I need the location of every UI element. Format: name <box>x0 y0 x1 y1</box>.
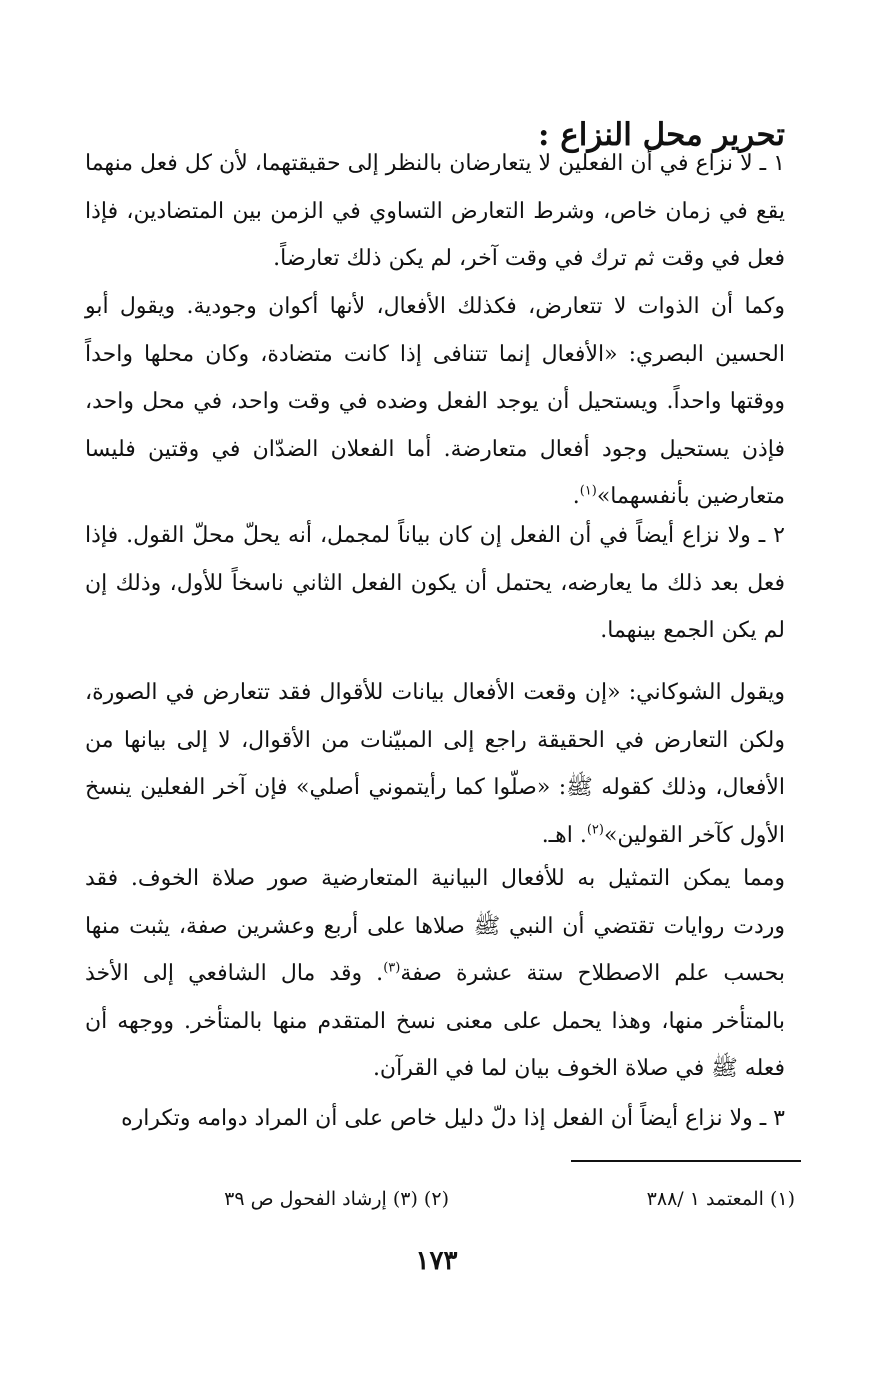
footnote-2: (٢) (٣) إرشاد الفحول ص ٣٩ <box>224 1188 449 1210</box>
footnote-separator <box>571 1160 801 1162</box>
paragraph-3 <box>85 512 785 655</box>
footnote-marker-2: (٢) <box>586 822 604 838</box>
paragraph-4-text: ويقول الشوكاني: «إن وقعت الأفعال بيانات للأقوال فقد تتعارض في الصورة، ولكن التعارض في الحقيقة راجع إلى المبيّنات من الأقوال، لا إلى بيانها من الأفعال، وذلك كقوله ﷺ: «صلّوا كما رأيتموني أصلي» فإن آخر الفعلين ينسخ الأول كآخر القولين» <box>85 680 785 848</box>
paragraph-4-tail: . اهـ. <box>541 822 587 848</box>
paragraph-6-text: ٣ ـ ولا نزاع أيضاً أن الفعل إذا دلّ دليل خاص على أن المراد دوامه وتكراره <box>121 1106 785 1131</box>
footnote-marker-3: (٣) <box>383 960 401 976</box>
paragraph-5 <box>85 855 785 1093</box>
paragraph-1 <box>85 140 785 283</box>
paragraph-2-tail: . <box>572 484 580 509</box>
footnote-1: (١) المعتمد ١ /٣٨٨ <box>646 1188 795 1210</box>
paragraph-4 <box>85 669 785 859</box>
paragraph-5-text: ومما يمكن التمثيل به للأفعال البيانية المتعارضية صور صلاة الخوف. فقد وردت روايات تقتضي أن النبي ﷺ صلاها على أربع وعشرين صفة، يثبت منها بحسب علم الاصطلاح ستة عشرة صفة <box>85 866 785 986</box>
paragraph-2 <box>85 283 785 521</box>
page-number: ١٧٣ <box>415 1246 458 1276</box>
footnote-marker-1: (١) <box>579 483 597 499</box>
section-heading: تحرير محل النزاع : <box>537 116 785 153</box>
paragraph-6 <box>85 1095 785 1143</box>
paragraph-1-text: ١ ـ لا نزاع في أن الفعلين لا يتعارضان بالنظر إلى حقيقتهما، لأن كل فعل منهما يقع في زمان خاص، وشرط التعارض التساوي في الزمن بين المتضادين، فإذا فعل في وقت ثم ترك في وقت آخر، لم يكن ذلك تعارضاً. <box>85 151 785 271</box>
paragraph-3-text: ٢ ـ ولا نزاع أيضاً في أن الفعل إن كان بياناً لمجمل، أنه يحلّ محلّ القول. فإذا فعل بعد ذلك ما يعارضه، يحتمل أن يكون الفعل الثاني ناسخاً للأول، وذلك إن لم يكن الجمع بينهما. <box>85 523 785 643</box>
paragraph-5-tail: . وقد مال الشافعي إلى الأخذ بالمتأخر منها، وهذا يحمل على معنى نسخ المتقدم منها بالمتأخر. ووجهه أن فعله ﷺ في صلاة الخوف بيان لما في القرآن. <box>85 961 785 1081</box>
paragraph-2-text: وكما أن الذوات لا تتعارض، فكذلك الأفعال، لأنها أكوان وجودية. ويقول أبو الحسين البصري: «الأفعال إنما تتنافى إذا كانت متضادة، وكان محلها واحداً ووقتها واحداً. ويستحيل أن يوجد الفعل وضده في وقت واحد، في محل واحد، فإذن يستحيل وجود أفعال متعارضة. أما الفعلان الضدّان في وقتين فليسا متعارضين بأنفسهما» <box>85 294 785 509</box>
